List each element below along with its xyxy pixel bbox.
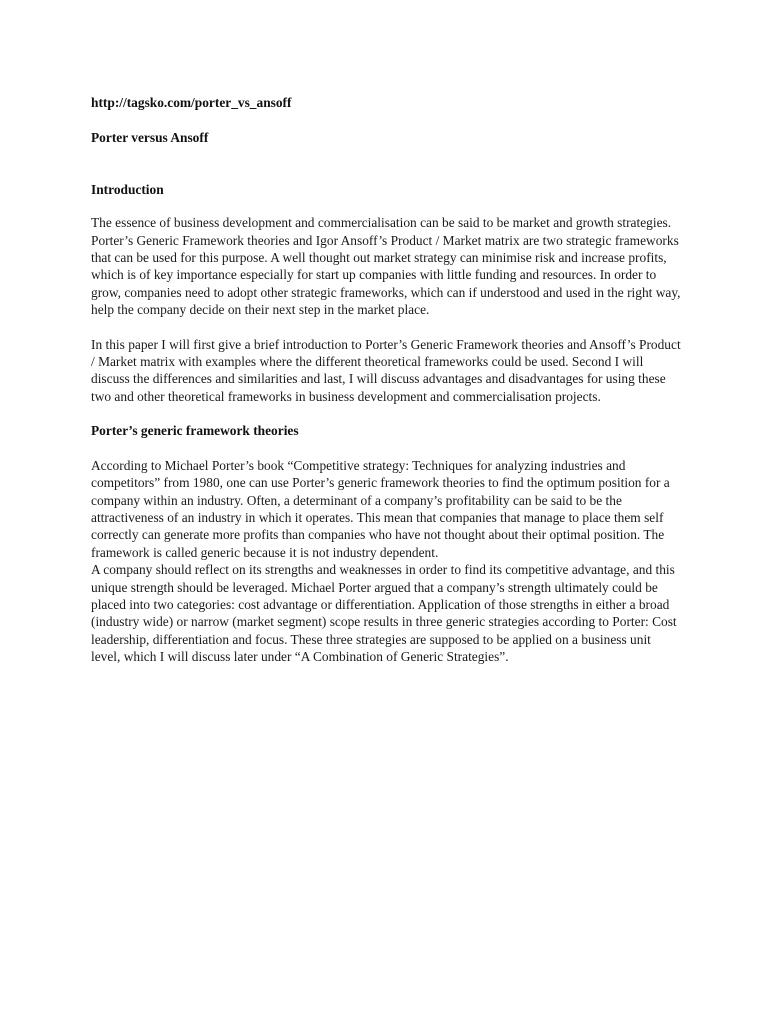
section-heading-porter: Porter’s generic framework theories (91, 423, 299, 439)
document-body (91, 84, 681, 666)
paragraph: According to Michael Porter’s book “Competitive strategy: Techniques for analyzing industries and competitors” from 1980, one can use Porter’s generic framework theories to find the optimum position for a company within an industry. Often, a determinant of a company’s profitability can be said to be the attractiveness of an industry in which it operates. This mean that companies that manage to place them self correctly can generate more profits than companies who have not thought about their optimal position. The framework is called generic because it is not industry dependent. (91, 457, 670, 560)
document-title: Porter versus Ansoff (91, 130, 209, 146)
section-heading-introduction: Introduction (91, 181, 164, 197)
paragraph: A company should reflect on its strengths and weaknesses in order to find its competitive advantage, and this unique strength should be leveraged. Michael Porter argued that a company’s strength ultimately could be placed into two categories: cost advantage or differentiation. Application of those strengths in either a broad (industry wide) or narrow (market segment) scope results in three generic strategies according to Porter: Cost leadership, differentiation and focus. These three strategies are supposed to be applied on a business unit level, which I will discuss later under “A Combination of Generic Strategies”. (91, 562, 677, 665)
source-url: http://tagsko.com/porter_vs_ansoff (91, 95, 292, 110)
paragraph: The essence of business development and commercialisation can be said to be market and growth strategies. Porter’s Generic Framework theories and Igor Ansoff’s Product / Market matrix are two strategic frameworks that can be used for this purpose. A well thought out market strategy can minimise risk and increase profits, which is of key importance especially for start up companies with little funding and resources. In order to grow, companies need to adopt other strategic frameworks, which can if understood and used in the right way, help the company decide on their next step in the market place. (91, 215, 681, 318)
paragraph: In this paper I will first give a brief introduction to Porter’s Generic Framework theories and Ansoff’s Product / Market matrix with examples where the different theoretical frameworks could be used. Second I will discuss the differences and similarities and last, I will discuss advantages and disadvantages for using these two and other theoretical frameworks in business development and commercialisation projects. (91, 336, 681, 404)
